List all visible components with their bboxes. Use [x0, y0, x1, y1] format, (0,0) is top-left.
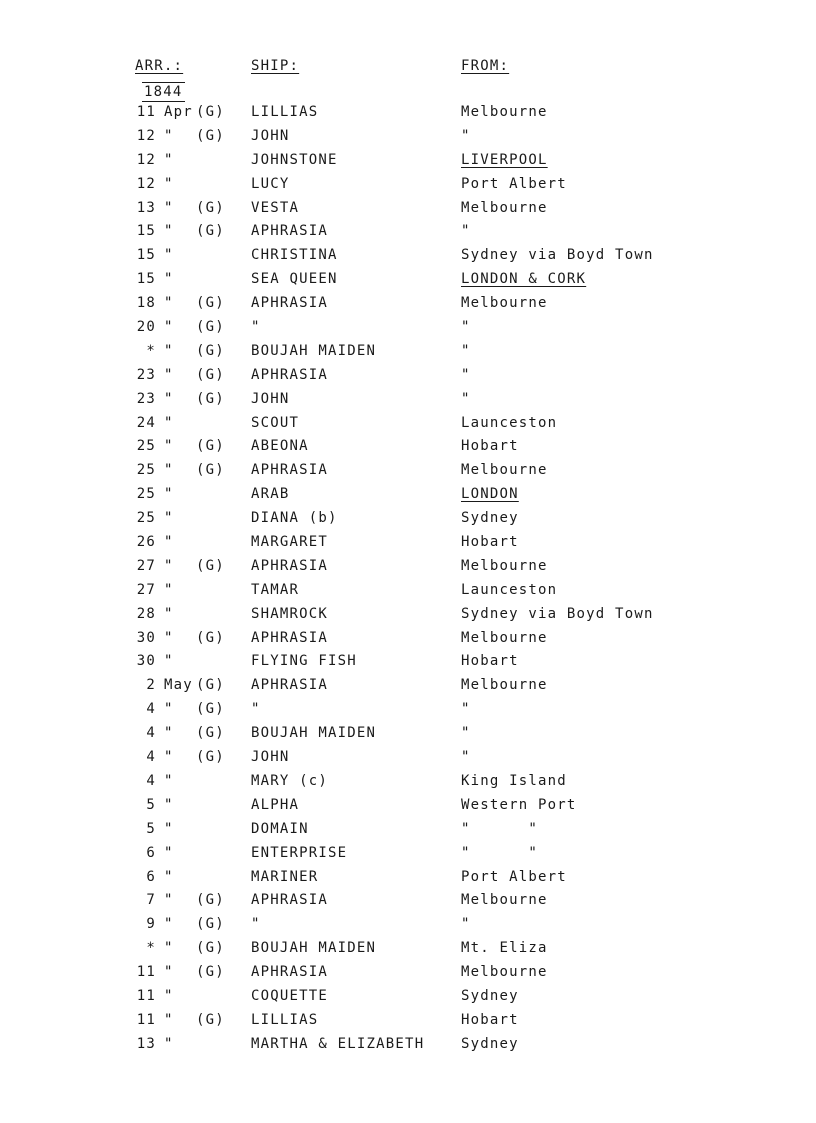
ship-name: MARGARET — [251, 534, 329, 551]
origin: Melbourne — [461, 677, 548, 694]
origin: Sydney via Boyd Town — [461, 247, 654, 264]
origin: " — [461, 366, 471, 383]
ship-name: APHRASIA — [251, 223, 329, 240]
arrival-month: " — [164, 916, 174, 933]
arrival-day: 25 — [136, 438, 156, 455]
origin: LIVERPOOL — [461, 151, 548, 168]
origin: " — [461, 701, 471, 718]
arrival-day: 7 — [146, 892, 156, 909]
origin: Launceston — [461, 414, 558, 431]
arrival-day: 24 — [136, 414, 156, 431]
origin: Mt. Eliza — [461, 940, 548, 957]
arrival-row — [0, 749, 816, 773]
arrival-row — [0, 701, 816, 725]
ship-name: APHRASIA — [251, 677, 329, 694]
arrival-month: " — [164, 414, 174, 431]
arrival-row — [0, 295, 816, 319]
origin: Port Albert — [461, 175, 567, 192]
header-from: FROM: — [461, 58, 510, 74]
origin: Melbourne — [461, 295, 548, 312]
arrival-g-mark: (G) — [196, 1011, 225, 1028]
arrival-row — [0, 653, 816, 677]
origin: " — [461, 749, 471, 766]
arrival-day: 26 — [136, 534, 156, 551]
arrival-day: 12 — [136, 151, 156, 168]
arrival-row — [0, 319, 816, 343]
arrival-month: " — [164, 390, 174, 407]
arrival-g-mark: (G) — [196, 964, 225, 981]
origin: Melbourne — [461, 462, 548, 479]
arrival-g-mark: (G) — [196, 462, 225, 479]
ship-name: VESTA — [251, 199, 300, 216]
arrival-row — [0, 200, 816, 224]
ship-name: ALPHA — [251, 796, 300, 813]
ship-name: APHRASIA — [251, 462, 329, 479]
arrival-month: " — [164, 701, 174, 718]
header-ship: SHIP: — [251, 58, 300, 74]
arrival-day: 18 — [136, 295, 156, 312]
origin: " — [461, 725, 471, 742]
ship-name: MARINER — [251, 868, 319, 885]
origin: King Island — [461, 772, 567, 789]
origin: " " — [461, 844, 539, 861]
arrival-row — [0, 773, 816, 797]
arrival-g-mark: (G) — [196, 725, 225, 742]
ship-name: DOMAIN — [251, 820, 309, 837]
arrival-day: 2 — [146, 677, 156, 694]
arrival-month: " — [164, 319, 174, 336]
arrival-month: " — [164, 820, 174, 837]
arrival-row — [0, 128, 816, 152]
header-arr: ARR.: — [135, 58, 184, 74]
arrival-row — [0, 462, 816, 486]
ship-name: TAMAR — [251, 581, 300, 598]
arrival-day: 6 — [146, 844, 156, 861]
ship-name: LUCY — [251, 175, 290, 192]
arrival-row — [0, 845, 816, 869]
origin: Melbourne — [461, 892, 548, 909]
origin: Sydney — [461, 987, 519, 1004]
arrival-month: " — [164, 772, 174, 789]
arrival-g-mark: (G) — [196, 438, 225, 455]
origin: " " — [461, 820, 539, 837]
arrival-day: 11 — [136, 964, 156, 981]
arrival-month: " — [164, 223, 174, 240]
arrivals-list — [0, 104, 816, 1060]
arrival-row — [0, 152, 816, 176]
origin: Hobart — [461, 438, 519, 455]
arrival-day: 13 — [136, 1035, 156, 1052]
arrival-month: " — [164, 892, 174, 909]
ship-name: MARY (c) — [251, 772, 329, 789]
ship-name: CHRISTINA — [251, 247, 338, 264]
arrival-month: " — [164, 247, 174, 264]
arrival-g-mark: (G) — [196, 199, 225, 216]
arrival-g-mark: (G) — [196, 940, 225, 957]
arrival-month: " — [164, 868, 174, 885]
ship-name: SEA QUEEN — [251, 271, 338, 288]
arrival-g-mark: (G) — [196, 366, 225, 383]
arrival-month: " — [164, 581, 174, 598]
ship-name: BOUJAH MAIDEN — [251, 725, 377, 742]
arrival-row — [0, 438, 816, 462]
arrival-month: " — [164, 725, 174, 742]
arrival-row — [0, 725, 816, 749]
arrival-month: May — [164, 677, 193, 694]
arrival-month: " — [164, 605, 174, 622]
origin: Melbourne — [461, 199, 548, 216]
arrival-day: 4 — [146, 701, 156, 718]
origin: " — [461, 342, 471, 359]
arrival-row — [0, 391, 816, 415]
ship-name: COQUETTE — [251, 987, 329, 1004]
arrival-row — [0, 1036, 816, 1060]
origin: Hobart — [461, 653, 519, 670]
arrival-g-mark: (G) — [196, 223, 225, 240]
arrival-g-mark: (G) — [196, 342, 225, 359]
ship-name: APHRASIA — [251, 964, 329, 981]
origin: " — [461, 916, 471, 933]
arrival-row — [0, 892, 816, 916]
arrival-row — [0, 104, 816, 128]
arrival-g-mark: (G) — [196, 916, 225, 933]
ship-name: JOHNSTONE — [251, 151, 338, 168]
arrival-month: " — [164, 796, 174, 813]
arrival-day: 15 — [136, 223, 156, 240]
arrival-month: " — [164, 295, 174, 312]
origin: Western Port — [461, 796, 577, 813]
arrival-day: 12 — [136, 175, 156, 192]
arrival-day: 4 — [146, 772, 156, 789]
origin: Launceston — [461, 581, 558, 598]
arrival-month: " — [164, 964, 174, 981]
arrival-month: " — [164, 366, 174, 383]
ship-name: APHRASIA — [251, 295, 329, 312]
arrival-row — [0, 606, 816, 630]
arrival-day: 4 — [146, 725, 156, 742]
ship-name: SCOUT — [251, 414, 300, 431]
arrival-month: " — [164, 749, 174, 766]
arrival-g-mark: (G) — [196, 677, 225, 694]
origin: Port Albert — [461, 868, 567, 885]
arrival-g-mark: (G) — [196, 295, 225, 312]
arrival-g-mark: (G) — [196, 749, 225, 766]
arrival-month: " — [164, 940, 174, 957]
arrival-g-mark: (G) — [196, 701, 225, 718]
arrival-month: " — [164, 199, 174, 216]
arrival-day: 27 — [136, 581, 156, 598]
arrival-month: " — [164, 653, 174, 670]
arrival-g-mark: (G) — [196, 892, 225, 909]
arrival-month: " — [164, 342, 174, 359]
origin: " — [461, 127, 471, 144]
arrival-day: 15 — [136, 271, 156, 288]
ship-name: ABEONA — [251, 438, 309, 455]
arrival-day: * — [146, 342, 156, 359]
ship-name: ARAB — [251, 486, 290, 503]
arrival-g-mark: (G) — [196, 104, 225, 120]
arrival-day: 30 — [136, 629, 156, 646]
ship-name: JOHN — [251, 749, 290, 766]
arrival-day: 23 — [136, 366, 156, 383]
arrival-day: 13 — [136, 199, 156, 216]
origin: " — [461, 223, 471, 240]
ship-name: JOHN — [251, 390, 290, 407]
arrival-month: " — [164, 438, 174, 455]
ship-name: " — [251, 701, 261, 718]
arrival-row — [0, 582, 816, 606]
arrival-day: 11 — [136, 104, 156, 120]
arrival-row — [0, 223, 816, 247]
ship-name: APHRASIA — [251, 892, 329, 909]
arrival-row — [0, 367, 816, 391]
arrival-row — [0, 797, 816, 821]
origin: Melbourne — [461, 964, 548, 981]
arrival-day: 6 — [146, 868, 156, 885]
ship-name: DIANA (b) — [251, 510, 338, 527]
arrival-day: 15 — [136, 247, 156, 264]
arrival-day: 11 — [136, 987, 156, 1004]
ship-name: JOHN — [251, 127, 290, 144]
arrival-row — [0, 630, 816, 654]
arrival-row — [0, 247, 816, 271]
arrival-day: 30 — [136, 653, 156, 670]
arrival-day: 25 — [136, 486, 156, 503]
origin: " — [461, 319, 471, 336]
arrival-month: " — [164, 462, 174, 479]
arrival-day: 12 — [136, 127, 156, 144]
arrival-month: " — [164, 175, 174, 192]
arrival-day: * — [146, 940, 156, 957]
arrival-g-mark: (G) — [196, 319, 225, 336]
arrival-day: 4 — [146, 749, 156, 766]
arrival-day: 20 — [136, 319, 156, 336]
arrival-g-mark: (G) — [196, 127, 225, 144]
arrival-day: 25 — [136, 510, 156, 527]
origin: Melbourne — [461, 629, 548, 646]
arrival-row — [0, 1012, 816, 1036]
origin: Sydney — [461, 510, 519, 527]
arrival-day: 25 — [136, 462, 156, 479]
ship-name: LILLIAS — [251, 1011, 319, 1028]
arrival-row — [0, 677, 816, 701]
ship-name: SHAMROCK — [251, 605, 329, 622]
ship-name: APHRASIA — [251, 557, 329, 574]
origin: Hobart — [461, 1011, 519, 1028]
arrival-month: " — [164, 127, 174, 144]
arrival-month: " — [164, 987, 174, 1004]
arrival-month: " — [164, 486, 174, 503]
arrival-month: " — [164, 1035, 174, 1052]
ship-name: APHRASIA — [251, 366, 329, 383]
origin: " — [461, 390, 471, 407]
arrival-row — [0, 176, 816, 200]
arrival-month: " — [164, 629, 174, 646]
arrival-row — [0, 271, 816, 295]
ship-name: FLYING FISH — [251, 653, 357, 670]
arrival-g-mark: (G) — [196, 629, 225, 646]
arrival-day: 28 — [136, 605, 156, 622]
arrival-row — [0, 988, 816, 1012]
origin: Melbourne — [461, 557, 548, 574]
ship-name: BOUJAH MAIDEN — [251, 940, 377, 957]
arrival-row — [0, 415, 816, 439]
arrival-month: " — [164, 844, 174, 861]
ship-name: ENTERPRISE — [251, 844, 348, 861]
arrival-day: 27 — [136, 557, 156, 574]
arrival-row — [0, 940, 816, 964]
origin: LONDON — [461, 486, 519, 503]
ship-name: MARTHA & ELIZABETH — [251, 1035, 425, 1052]
arrival-day: 23 — [136, 390, 156, 407]
arrival-g-mark: (G) — [196, 557, 225, 574]
origin: Melbourne — [461, 104, 548, 120]
ship-name: BOUJAH MAIDEN — [251, 342, 377, 359]
arrival-month: " — [164, 510, 174, 527]
ship-name: LILLIAS — [251, 104, 319, 120]
arrival-month: " — [164, 534, 174, 551]
arrival-day: 5 — [146, 820, 156, 837]
ship-name: APHRASIA — [251, 629, 329, 646]
origin: Sydney — [461, 1035, 519, 1052]
arrival-row — [0, 343, 816, 367]
arrival-day: 11 — [136, 1011, 156, 1028]
ship-name: " — [251, 916, 261, 933]
arrival-row — [0, 486, 816, 510]
arrival-row — [0, 558, 816, 582]
arrival-day: 9 — [146, 916, 156, 933]
year-label: 1844 — [144, 84, 183, 100]
arrival-month: " — [164, 151, 174, 168]
arrival-g-mark: (G) — [196, 390, 225, 407]
arrival-row — [0, 916, 816, 940]
arrival-row — [0, 964, 816, 988]
arrival-row — [0, 821, 816, 845]
arrival-row — [0, 510, 816, 534]
arrival-month: " — [164, 557, 174, 574]
arrival-row — [0, 534, 816, 558]
arrival-day: 5 — [146, 796, 156, 813]
ship-name: " — [251, 319, 261, 336]
arrival-month: " — [164, 271, 174, 288]
arrival-month: Apr — [164, 104, 193, 120]
origin: Sydney via Boyd Town — [461, 605, 654, 622]
arrival-month: " — [164, 1011, 174, 1028]
origin: LONDON & CORK — [461, 271, 587, 288]
origin: Hobart — [461, 534, 519, 551]
arrival-row — [0, 869, 816, 893]
